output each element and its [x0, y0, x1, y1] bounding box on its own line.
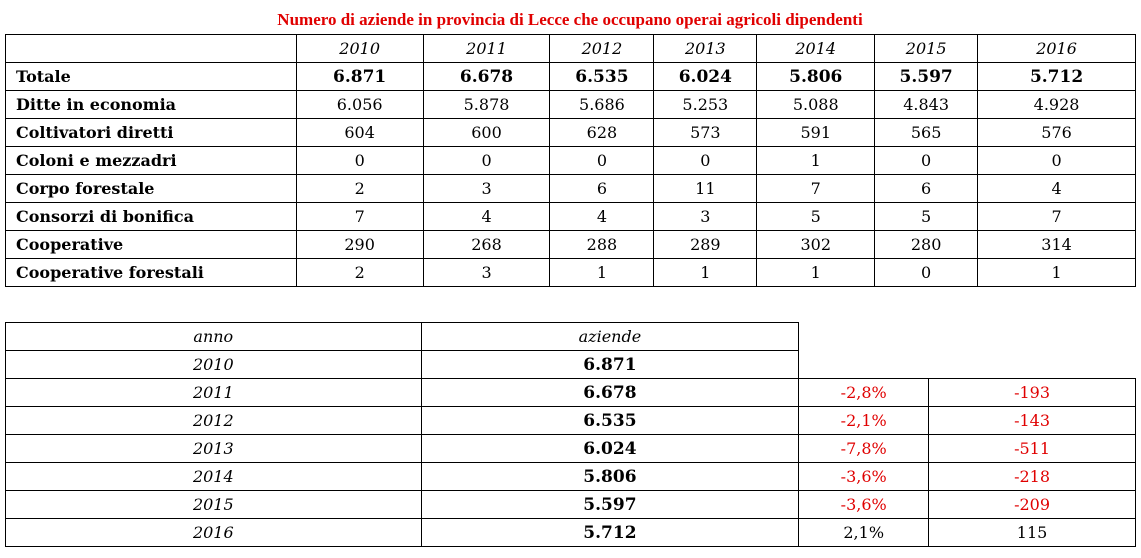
row-label: Cooperative	[6, 231, 297, 259]
cell-value: 0	[423, 147, 550, 175]
row-label: Coloni e mezzadri	[6, 147, 297, 175]
row-label: Coltivatori diretti	[6, 119, 297, 147]
anno-cell: 2014	[6, 463, 422, 491]
cell-value: 1	[978, 259, 1136, 287]
cell-value: 1	[757, 147, 875, 175]
cell-value: 4	[978, 175, 1136, 203]
cell-value: 0	[654, 147, 757, 175]
difference-cell: -209	[929, 491, 1136, 519]
cell-value: 1	[550, 259, 654, 287]
cell-value: 11	[654, 175, 757, 203]
percent-change-cell: -2,1%	[799, 407, 929, 435]
year-header: 2015	[875, 35, 978, 63]
cell-value: 1	[757, 259, 875, 287]
percent-change-cell: -3,6%	[799, 463, 929, 491]
cell-value: 6.024	[654, 63, 757, 91]
cell-value: 7	[296, 203, 423, 231]
aziende-cell: 6.871	[421, 351, 799, 379]
cell-value: 591	[757, 119, 875, 147]
row-label: Ditte in economia	[6, 91, 297, 119]
cell-value: 6	[550, 175, 654, 203]
anno-header: anno	[6, 323, 422, 351]
aziende-cell: 6.024	[421, 435, 799, 463]
cell-value: 0	[550, 147, 654, 175]
difference-cell: 115	[929, 519, 1136, 547]
cell-value: 6.535	[550, 63, 654, 91]
cell-value: 6.678	[423, 63, 550, 91]
header-blank-cell	[6, 35, 297, 63]
percent-change-cell: -2,8%	[799, 379, 929, 407]
difference-cell: -511	[929, 435, 1136, 463]
cell-value: 604	[296, 119, 423, 147]
aziende-header: aziende	[421, 323, 799, 351]
empty-cell	[799, 323, 929, 351]
cell-value: 4.928	[978, 91, 1136, 119]
table-row	[6, 231, 1136, 259]
difference-cell: -218	[929, 463, 1136, 491]
anno-cell: 2015	[6, 491, 422, 519]
cell-value: 0	[978, 147, 1136, 175]
anno-cell: 2013	[6, 435, 422, 463]
table-row	[6, 351, 1136, 379]
table-row	[6, 519, 1136, 547]
cell-value: 6.056	[296, 91, 423, 119]
cell-value: 289	[654, 231, 757, 259]
empty-cell	[929, 351, 1136, 379]
cell-value: 4	[423, 203, 550, 231]
cell-value: 5.088	[757, 91, 875, 119]
aziende-trend-table	[5, 322, 1136, 547]
cell-value: 5.253	[654, 91, 757, 119]
cell-value: 0	[875, 147, 978, 175]
cell-value: 5	[757, 203, 875, 231]
percent-change-cell: -3,6%	[799, 491, 929, 519]
table-row	[6, 147, 1136, 175]
cell-value: 576	[978, 119, 1136, 147]
year-header: 2016	[978, 35, 1136, 63]
aziende-by-category-table	[5, 34, 1136, 287]
aziende-cell: 5.712	[421, 519, 799, 547]
cell-value: 600	[423, 119, 550, 147]
cell-value: 7	[757, 175, 875, 203]
cell-value: 5	[875, 203, 978, 231]
cell-value: 5.686	[550, 91, 654, 119]
year-header: 2011	[423, 35, 550, 63]
year-header: 2010	[296, 35, 423, 63]
table-row	[6, 91, 1136, 119]
table-row	[6, 463, 1136, 491]
cell-value: 6	[875, 175, 978, 203]
cell-value: 3	[423, 259, 550, 287]
table-row	[6, 379, 1136, 407]
difference-cell: -193	[929, 379, 1136, 407]
cell-value: 2	[296, 175, 423, 203]
cell-value: 1	[654, 259, 757, 287]
year-header-row	[6, 35, 1136, 63]
table-row	[6, 119, 1136, 147]
year-header: 2013	[654, 35, 757, 63]
cell-value: 5.712	[978, 63, 1136, 91]
cell-value: 280	[875, 231, 978, 259]
empty-cell	[929, 323, 1136, 351]
empty-cell	[799, 351, 929, 379]
anno-cell: 2011	[6, 379, 422, 407]
table-title: Numero di aziende in provincia di Lecce che occupano operai agricoli dipendenti	[277, 10, 863, 29]
cell-value: 288	[550, 231, 654, 259]
anno-cell: 2010	[6, 351, 422, 379]
anno-cell: 2016	[6, 519, 422, 547]
cell-value: 2	[296, 259, 423, 287]
cell-value: 4	[550, 203, 654, 231]
cell-value: 5.806	[757, 63, 875, 91]
year-header: 2014	[757, 35, 875, 63]
table-row	[6, 259, 1136, 287]
table-row	[6, 435, 1136, 463]
row-label: Totale	[6, 63, 297, 91]
row-label: Corpo forestale	[6, 175, 297, 203]
cell-value: 314	[978, 231, 1136, 259]
cell-value: 268	[423, 231, 550, 259]
year-header: 2012	[550, 35, 654, 63]
aziende-cell: 6.678	[421, 379, 799, 407]
cell-value: 4.843	[875, 91, 978, 119]
cell-value: 628	[550, 119, 654, 147]
table-row	[6, 175, 1136, 203]
percent-change-cell: 2,1%	[799, 519, 929, 547]
cell-value: 5.597	[875, 63, 978, 91]
cell-value: 573	[654, 119, 757, 147]
cell-value: 6.871	[296, 63, 423, 91]
cell-value: 565	[875, 119, 978, 147]
table-row	[6, 63, 1136, 91]
row-label: Cooperative forestali	[6, 259, 297, 287]
cell-value: 3	[423, 175, 550, 203]
aziende-cell: 5.597	[421, 491, 799, 519]
row-label: Consorzi di bonifica	[6, 203, 297, 231]
difference-cell: -143	[929, 407, 1136, 435]
cell-value: 5.878	[423, 91, 550, 119]
percent-change-cell: -7,8%	[799, 435, 929, 463]
cell-value: 302	[757, 231, 875, 259]
cell-value: 7	[978, 203, 1136, 231]
table-row	[6, 407, 1136, 435]
summary-header-row	[6, 323, 1136, 351]
cell-value: 3	[654, 203, 757, 231]
table-row	[6, 203, 1136, 231]
aziende-cell: 6.535	[421, 407, 799, 435]
anno-cell: 2012	[6, 407, 422, 435]
cell-value: 290	[296, 231, 423, 259]
cell-value: 0	[875, 259, 978, 287]
cell-value: 0	[296, 147, 423, 175]
aziende-cell: 5.806	[421, 463, 799, 491]
table-row	[6, 491, 1136, 519]
